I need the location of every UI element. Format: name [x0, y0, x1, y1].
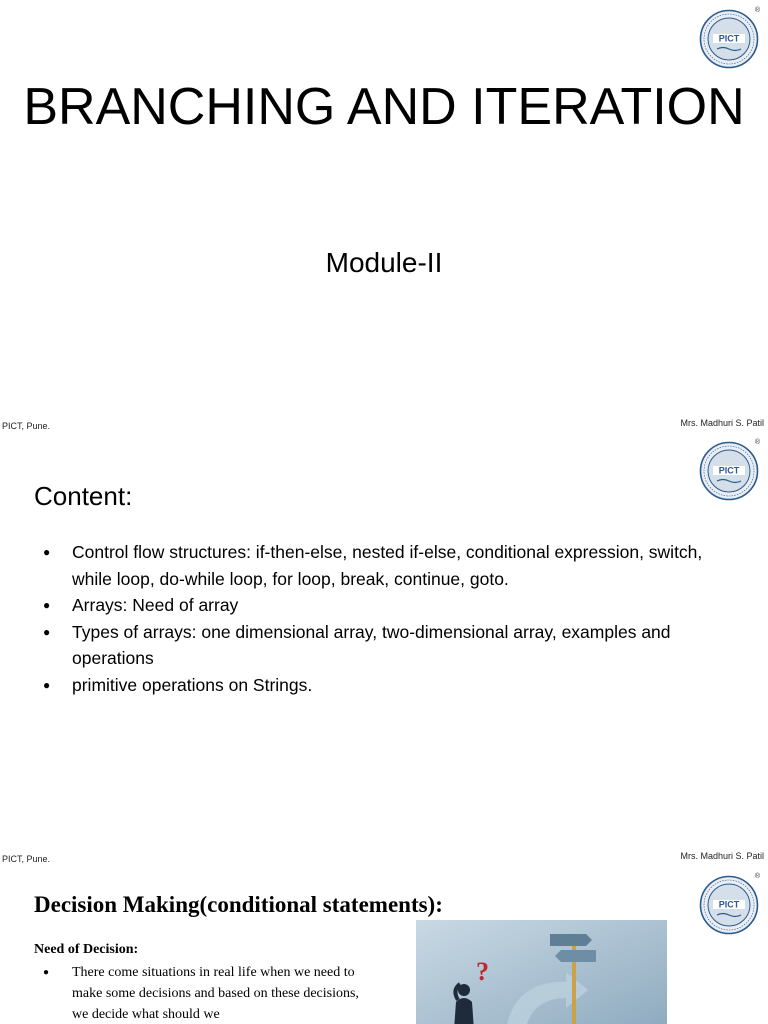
slide-subtitle: Module-II [325, 247, 443, 278]
list-item: ● Types of arrays: one dimensional array, two-dimensional array, examples and operations [34, 619, 744, 672]
slide-decision-making [0, 866, 768, 1024]
slide-title [0, 0, 768, 433]
content-heading: Content: [34, 481, 133, 511]
svg-text:PICT: PICT [718, 465, 740, 476]
decision-signpost-illustration [416, 920, 667, 1024]
pict-logo [699, 441, 759, 501]
pict-logo [699, 9, 759, 69]
decision-bullet-list [34, 962, 364, 1024]
registered-mark: ® [754, 873, 760, 880]
footer-institute: PICT, Pune. [2, 854, 51, 864]
content-bullet-list [34, 539, 744, 698]
slide-content [0, 433, 768, 866]
decision-making-heading: Decision Making(conditional statements): [34, 892, 443, 917]
list-item: ● primitive operations on Strings. [34, 672, 744, 699]
slide-title-text: BRANCHING AND ITERATION [23, 78, 745, 136]
registered-mark: ® [754, 7, 760, 14]
footer-institute: PICT, Pune. [2, 421, 51, 431]
list-item: ● There come situations in real life when we need to make some decisions and based on these decisions, we decide what should we [34, 962, 364, 1024]
footer-author: Mrs. Madhuri S. Patil [680, 418, 764, 428]
list-item: ● Control flow structures: if-then-else, nested if-else, conditional expression, switch, while loop, do-while loop, for loop, break, continue, goto. [34, 539, 744, 592]
need-of-decision-subheading: Need of Decision: [34, 942, 139, 957]
svg-text:PICT: PICT [718, 899, 740, 910]
list-item: ● Arrays: Need of array [34, 592, 744, 619]
footer-author: Mrs. Madhuri S. Patil [680, 851, 764, 861]
registered-mark: ® [754, 439, 760, 446]
pict-logo [699, 875, 759, 935]
svg-text:PICT: PICT [718, 33, 740, 44]
svg-text:?: ? [476, 957, 489, 986]
